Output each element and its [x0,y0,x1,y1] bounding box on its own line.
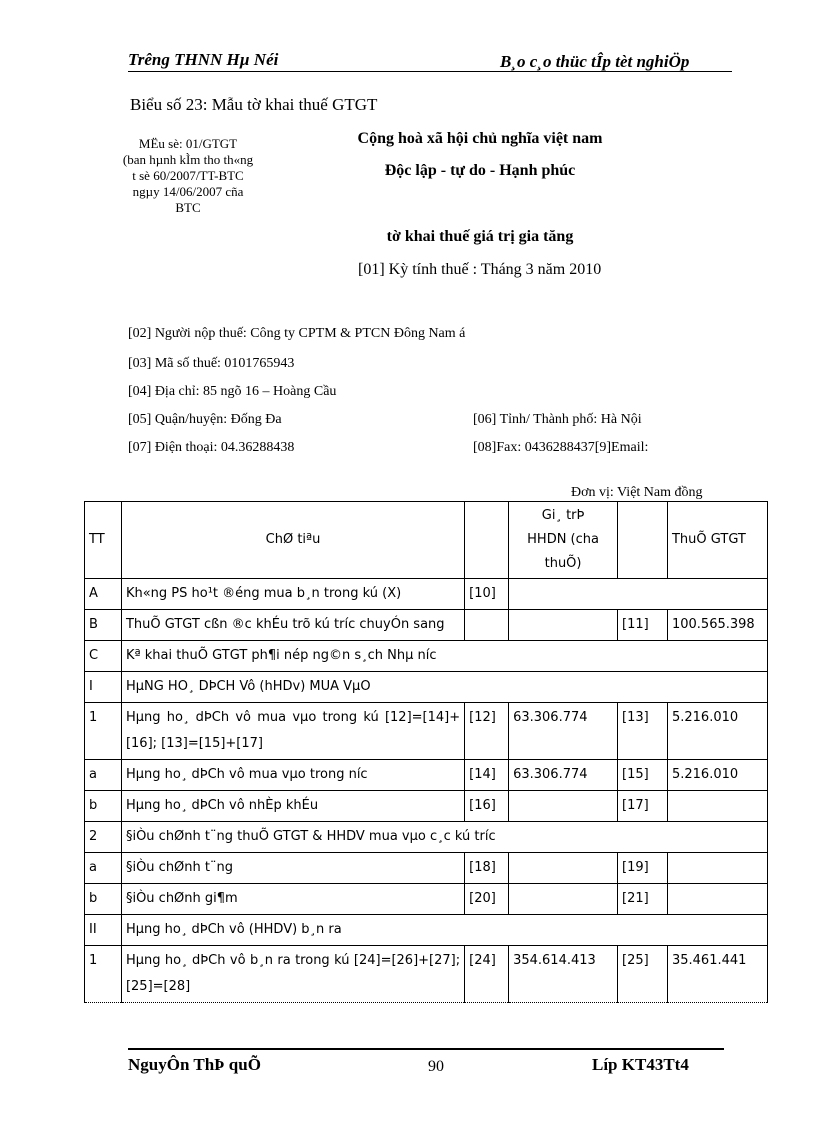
taxpayer-name: [02] Người nộp thuế: Công ty CPTM & PTCN Đông Nam á [128,326,466,341]
row-tt: I [85,672,122,703]
row-tt: II [85,915,122,946]
row-tt: b [85,884,122,915]
row-vat [667,853,767,884]
row-code [465,610,509,641]
row-vat [667,791,767,822]
footer-class: Líp KT43Tt4 [592,1055,689,1074]
footer-rule [128,1048,724,1050]
row-tt: B [85,610,122,641]
row-tt: 1 [85,946,122,1003]
row-tt: b [85,791,122,822]
row-vat [667,884,767,915]
form-label: Biểu số 23: Mẫu tờ khai thuế GTGT [130,95,378,114]
row-item: Hµng ho¸ dÞCh vô mua vµo trong níc [121,760,464,791]
phone: [07] Điện thoại: 04.36288438 [128,440,295,455]
note-line: (ban hµnh kÌm tho th«ng [122,152,254,167]
district: [05] Quận/huyện: Đống Đa [128,412,282,427]
row-code: [12] [465,703,509,760]
row-code: [13] [618,703,668,760]
row-vat: 5.216.010 [667,703,767,760]
row-code: [16] [465,791,509,822]
header-value-line: thuÕ) [544,556,582,571]
table-row [85,915,768,946]
row-code: [21] [618,884,668,915]
note-line: ngµy 14/06/2007 cña [132,184,244,199]
table-row [85,884,768,915]
row-tt: a [85,760,122,791]
table-row [85,760,768,791]
header-value [509,502,618,579]
row-code: [11] [618,610,668,641]
header-rule [128,71,732,72]
row-code: [19] [618,853,668,884]
table-header-row [85,502,768,579]
row-code: [15] [618,760,668,791]
row-vat: 5.216.010 [667,760,767,791]
row-code: [14] [465,760,509,791]
row-value: 63.306.774 [509,703,618,760]
motto: Độc lập - tự do - Hạnh phúc [384,162,576,179]
header-empty [618,502,668,579]
note-line: MËu sè: 01/GTGT [138,136,238,151]
row-item: Hµng ho¸ dÞCh vô mua vµo trong kú [12]=[14]+[16]; [13]=[15]+[17] [121,703,464,760]
table-row [85,672,768,703]
row-tt: 1 [85,703,122,760]
row-item: §iÒu chØnh t¨ng thuÕ GTGT & HHDV mua vµo c¸c kú tríc [121,822,767,853]
row-item: Kh«ng PS ho¹t ®éng mua b¸n trong kú (X) [121,579,464,610]
header-item: ChØ tiªu [121,502,464,579]
row-value [509,791,618,822]
row-vat: 35.461.441 [667,946,767,1003]
country-name: Cộng hoà xã hội chủ nghĩa việt nam [357,130,603,147]
row-value: 63.306.774 [509,760,618,791]
row-tt: A [85,579,122,610]
table-row [85,579,768,610]
header-school: Trêng THNN Hµ Néi [128,50,279,69]
row-code: [24] [465,946,509,1003]
table-row [85,641,768,672]
row-item: ThuÕ GTGT cßn ®c khÉu trõ kú tríc chuyÓn sang [121,610,464,641]
row-value [509,579,768,610]
form-title: tờ khai thuế giá trị gia tăng [386,228,574,245]
row-value [509,610,618,641]
row-value [509,853,618,884]
address: [04] Địa chỉ: 85 ngõ 16 – Hoàng Cầu [128,384,337,399]
header-value-line: HHDN (cha [527,532,599,547]
table-row [85,946,768,1003]
row-code: [20] [465,884,509,915]
row-item: §iÒu chØnh gi¶m [121,884,464,915]
row-item: Hµng ho¸ dÞCh vô nhÈp khÉu [121,791,464,822]
row-tt: 2 [85,822,122,853]
row-item: HµNG HO¸ DÞCH Vô (hHDv) MUA VµO [121,672,767,703]
note-line: t sè 60/2007/TT-BTC [132,168,244,183]
note-line: BTC [175,200,201,215]
form-regulation-note [104,136,272,216]
header-report-title: B¸o c¸o thüc tÎp tèt nghiÖp [500,52,690,71]
footer-author: NguyÔn ThÞ quÕ [128,1055,261,1074]
tax-code: [03] Mã số thuế: 0101765943 [128,356,295,371]
row-vat: 100.565.398 [667,610,767,641]
header-tt: TT [85,502,122,579]
table-row [85,822,768,853]
row-code: [10] [465,579,509,610]
row-tt: C [85,641,122,672]
page-number: 90 [428,1058,444,1075]
tax-period: [01] Kỳ tính thuế : Tháng 3 năm 2010 [358,261,602,278]
row-code: [17] [618,791,668,822]
currency-unit: Đơn vị: Việt Nam đồng [571,485,703,500]
row-value [509,884,618,915]
row-code: [18] [465,853,509,884]
table-row [85,791,768,822]
row-item: §iÒu chØnh t¨ng [121,853,464,884]
row-code: [25] [618,946,668,1003]
header-vat: ThuÕ GTGT [667,502,767,579]
fax-email: [08]Fax: 0436288437[9]Email: [473,440,649,455]
row-item: Hµng ho¸ dÞCh vô b¸n ra trong kú [24]=[26]+[27];[25]=[28] [121,946,464,1003]
province: [06] Tỉnh/ Thành phố: Hà Nội [473,412,642,427]
row-item: Hµng ho¸ dÞCh vô (HHDV) b¸n ra [121,915,767,946]
table-row [85,703,768,760]
row-tt: a [85,853,122,884]
table-row [85,610,768,641]
row-item: Kª khai thuÕ GTGT ph¶i nép ng©n s¸ch Nhµ níc [121,641,767,672]
row-value: 354.614.413 [509,946,618,1003]
table-row [85,853,768,884]
tax-declaration-table [84,501,768,1003]
header-empty [465,502,509,579]
header-value-line: Gi¸ trÞ [541,508,585,523]
